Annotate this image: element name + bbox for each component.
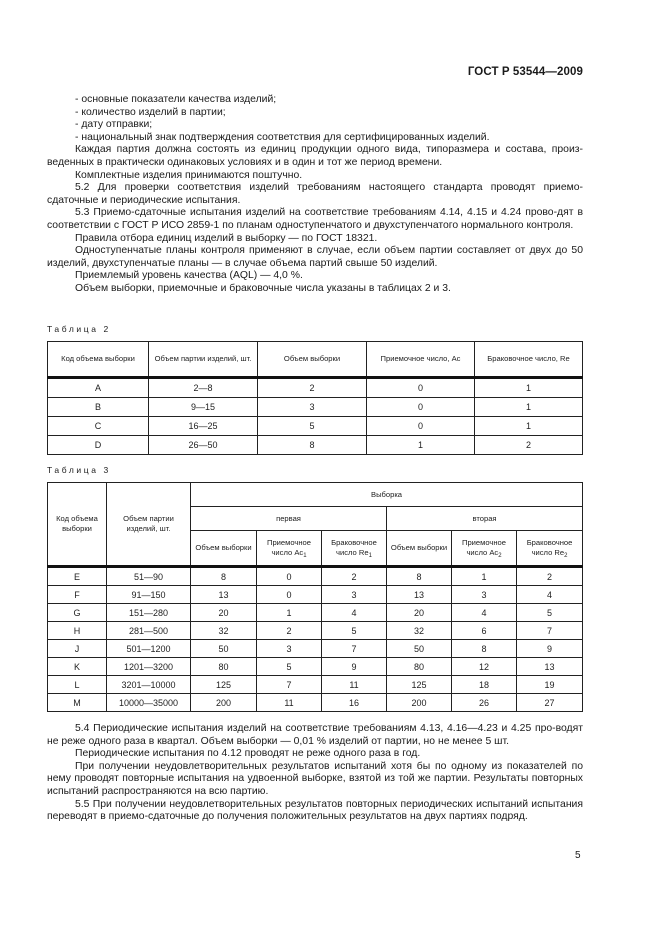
table-cell: 2 <box>322 567 387 586</box>
table-cell: 0 <box>367 398 475 417</box>
table-row <box>48 658 583 676</box>
table-cell: 2 <box>475 436 583 455</box>
table-cell: 16 <box>322 694 387 712</box>
text-block-top <box>47 94 583 296</box>
table-cell: 8 <box>258 436 367 455</box>
table-cell: B <box>48 398 149 417</box>
bullet-item: - дату отправки; <box>75 119 153 131</box>
table-cell: 0 <box>367 417 475 436</box>
table-cell: 7 <box>257 676 322 694</box>
table-cell: 12 <box>452 658 517 676</box>
table-cell: 1 <box>367 436 475 455</box>
table-cell: 7 <box>517 622 583 640</box>
table-cell: 9—15 <box>149 398 258 417</box>
table-cell: 1 <box>452 567 517 586</box>
table-cell: 8 <box>191 567 257 586</box>
paragraph-5-4: 5.4 Периодические испытания изделий на соответствие требованиям 4.13, 4.16—4.23 и 4.25 про-водят не реже одного раза в квартал. Объем выборки — 0,01 % изделий от партии, но не менее 5 шт. <box>47 723 583 747</box>
table-row <box>48 694 583 712</box>
table-header-row <box>48 483 583 507</box>
table-cell: 1 <box>475 378 583 398</box>
table-cell: 200 <box>191 694 257 712</box>
column-header <box>517 531 583 567</box>
table-cell: 26 <box>452 694 517 712</box>
table-cell: 5 <box>257 658 322 676</box>
table-cell: 125 <box>191 676 257 694</box>
table-cell: 4 <box>322 604 387 622</box>
document-code-header: ГОСТ Р 53544—2009 <box>467 66 583 78</box>
table-cell: 6 <box>452 622 517 640</box>
table-cell: 4 <box>452 604 517 622</box>
table-row <box>48 640 583 658</box>
column-header: Объем выборки <box>387 531 452 567</box>
column-header <box>257 531 322 567</box>
paragraph: Правила отбора единиц изделий в выборку — по ГОСТ 18321. <box>75 232 378 244</box>
table-cell: 11 <box>322 676 387 694</box>
table-cell: 80 <box>387 658 452 676</box>
column-group-header-first: первая <box>191 507 387 531</box>
table-cell: 9 <box>322 658 387 676</box>
table-cell: 2 <box>517 567 583 586</box>
column-header: Код объема выборки <box>48 342 149 378</box>
table-cell: 32 <box>191 622 257 640</box>
column-header: Объем партии изделий, шт. <box>107 483 191 567</box>
table-row <box>48 417 583 436</box>
table-header-row <box>48 342 583 378</box>
table-cell: L <box>48 676 107 694</box>
header-text: Браковочное число Re <box>331 538 377 557</box>
column-header <box>452 531 517 567</box>
table-cell: 0 <box>257 567 322 586</box>
page-number: 5 <box>575 850 581 861</box>
table-row <box>48 586 583 604</box>
table-cell: 200 <box>387 694 452 712</box>
table-cell: 13 <box>387 586 452 604</box>
table-cell: 9 <box>517 640 583 658</box>
table-cell: 3 <box>322 586 387 604</box>
table-cell: 13 <box>517 658 583 676</box>
table-cell: 3 <box>452 586 517 604</box>
table-cell: A <box>48 378 149 398</box>
paragraph: Приемлемый уровень качества (AQL) — 4,0 %. <box>75 270 303 282</box>
column-header: Код объема выборки <box>48 483 107 567</box>
table-cell: 8 <box>387 567 452 586</box>
table-cell: 4 <box>517 586 583 604</box>
table-cell: 7 <box>322 640 387 658</box>
column-group-header: Выборка <box>191 483 583 507</box>
table-cell: 2—8 <box>149 378 258 398</box>
table-cell: 5 <box>258 417 367 436</box>
table-cell: H <box>48 622 107 640</box>
table-cell: 50 <box>387 640 452 658</box>
bullet-item: - количество изделий в партии; <box>75 106 226 118</box>
table-cell: 1 <box>257 604 322 622</box>
bullet-item: - национальный знак подтверждения соответствия для сертифицированных изделий. <box>75 131 490 143</box>
subscript: 2 <box>564 553 568 559</box>
table-row <box>48 436 583 455</box>
paragraph: При получении неудовлетворительных результатов испытаний хотя бы по одному из показателей по нему проводят повторные испытания на удвоенной выборке, взятой из той же партии. Результаты повторных испытаний распространяются на всю партию. <box>47 760 583 797</box>
table-2 <box>47 341 583 455</box>
paragraph-5-2: 5.2 Для проверки соответствия изделий требованиям настоящего стандарта проводят приемо-сдаточные и периодические испытания. <box>47 182 583 206</box>
subscript: 1 <box>303 553 307 559</box>
header-text: Браковочное число Re <box>526 538 573 557</box>
paragraph: Комплектные изделия принимаются поштучно. <box>75 169 303 181</box>
table-cell: E <box>48 567 107 586</box>
column-header: Объем выборки <box>191 531 257 567</box>
table-row <box>48 604 583 622</box>
column-header: Объем выборки <box>258 342 367 378</box>
table-row <box>48 567 583 586</box>
column-header <box>322 531 387 567</box>
table-cell: 32 <box>387 622 452 640</box>
subscript: 1 <box>368 553 372 559</box>
table-cell: K <box>48 658 107 676</box>
table-cell: 2 <box>257 622 322 640</box>
paragraph-5-3: 5.3 Приемо-сдаточные испытания изделий на соответствие требованиям 4.14, 4.15 и 4.24 прово-дят в соответствии с ГОСТ Р ИСО 2859-1 по планам одноступенчатого и двухступенчатого нормального контроля. <box>47 207 583 231</box>
column-header: Приемочное число, Ac <box>367 342 475 378</box>
table-cell: 20 <box>191 604 257 622</box>
column-header: Браковочное число, Re <box>475 342 583 378</box>
table-cell: 20 <box>387 604 452 622</box>
paragraph: Одноступенчатые планы контроля применяют в случае, если объем партии составляет от двух до 50 изделий, двухступенчатые планы — в случае объема партий свыше 50 изделий. <box>47 245 583 269</box>
table-cell: 0 <box>257 586 322 604</box>
table-cell: 13 <box>191 586 257 604</box>
text-block-bottom <box>47 723 583 824</box>
column-header: Объем партии изделий, шт. <box>149 342 258 378</box>
table-cell: F <box>48 586 107 604</box>
table-cell: 3201—10000 <box>107 676 191 694</box>
table-cell: 1 <box>475 398 583 417</box>
table-cell: 1 <box>475 417 583 436</box>
table-cell: 501—1200 <box>107 640 191 658</box>
bullet-item: - основные показатели качества изделий; <box>75 94 277 105</box>
table-cell: 8 <box>452 640 517 658</box>
paragraph: Каждая партия должна состоять из единиц продукции одного вида, типоразмера и состава, произ-веденных в практически одинаковых условиях и в один и тот же период времени. <box>47 144 583 168</box>
table-cell: D <box>48 436 149 455</box>
table-cell: 26—50 <box>149 436 258 455</box>
header-text: Приемочное число Ac <box>461 538 507 557</box>
table-2-caption: Таблица 2 <box>47 324 111 334</box>
table-cell: 16—25 <box>149 417 258 436</box>
table-cell: J <box>48 640 107 658</box>
table-cell: 19 <box>517 676 583 694</box>
table-cell: 51—90 <box>107 567 191 586</box>
table-3-body <box>48 567 583 712</box>
paragraph: Периодические испытания по 4.12 проводят не реже одного раза в год. <box>75 748 421 760</box>
paragraph: Объем выборки, приемочные и браковочные числа указаны в таблицах 2 и 3. <box>75 282 451 294</box>
column-group-header-second: вторая <box>387 507 583 531</box>
table-cell: 5 <box>322 622 387 640</box>
table-cell: 281—500 <box>107 622 191 640</box>
subscript: 2 <box>498 553 502 559</box>
table-cell: 125 <box>387 676 452 694</box>
table-cell: 11 <box>257 694 322 712</box>
table-cell: M <box>48 694 107 712</box>
table-cell: 91—150 <box>107 586 191 604</box>
table-cell: 10000—35000 <box>107 694 191 712</box>
table-3-caption: Таблица 3 <box>47 465 111 475</box>
table-cell: 3 <box>258 398 367 417</box>
table-cell: 50 <box>191 640 257 658</box>
table-cell: 0 <box>367 378 475 398</box>
table-cell: 3 <box>257 640 322 658</box>
table-row <box>48 378 583 398</box>
header-text: Приемочное число Ac <box>266 538 312 557</box>
table-cell: 2 <box>258 378 367 398</box>
paragraph-5-5: 5.5 При получении неудовлетворительных результатов повторных периодических испытаний испытания переводят в приемо-сдаточные до получения положительных результатов на двух партиях подряд. <box>47 798 583 823</box>
table-cell: 27 <box>517 694 583 712</box>
table-cell: G <box>48 604 107 622</box>
table-cell: 151—280 <box>107 604 191 622</box>
table-row <box>48 398 583 417</box>
table-row <box>48 622 583 640</box>
table-cell: 5 <box>517 604 583 622</box>
table-3 <box>47 482 583 712</box>
table-cell: C <box>48 417 149 436</box>
table-cell: 1201—3200 <box>107 658 191 676</box>
table-cell: 18 <box>452 676 517 694</box>
table-cell: 80 <box>191 658 257 676</box>
table-row <box>48 676 583 694</box>
